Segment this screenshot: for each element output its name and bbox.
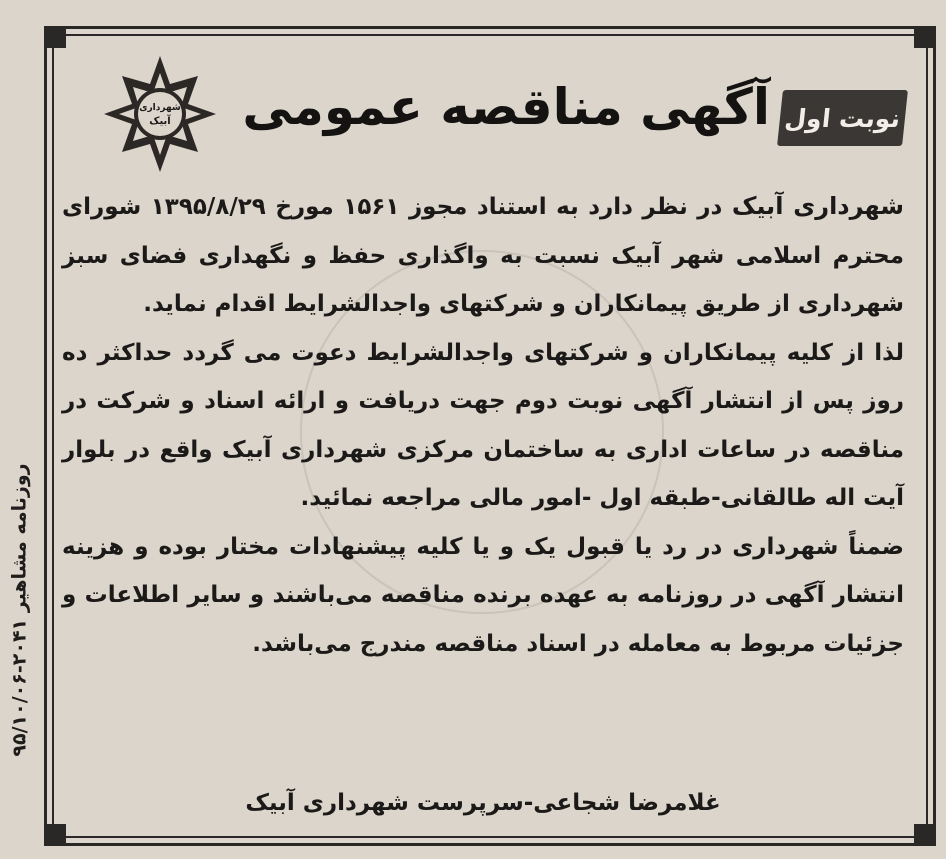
border-corner-bottom-left [44, 824, 66, 846]
paragraph-2-text: لذا از کلیه پیمانکاران و شرکتهای واجدالشرایط دعوت می گردد حداکثر ده روز پس از انتشار آگهی نوبت دوم جهت دریافت و ارائه اسناد و شرکت در مناقصه در ساعات اداری به ساختمان مرکزی شهرداری آبیک واقع در بلوار آیت اله طالقانی-طبقه اول -امور مالی مراجعه نمائید. [62, 339, 904, 511]
announcement-title: آگهی مناقصه عمومی [242, 78, 770, 136]
newspaper-date-text: روزنامه مشاهیر ۲۰۴۱-۹۵/۱۰/۰۶ [9, 463, 32, 757]
paragraph-1-text: در نظر دارد به استناد مجوز ۱۵۶۱ مورخ ۱۳۹۵/۸/۲۹ شورای محترم اسلامی شهر آبیک نسبت به واگذاری حفظ و نگهداری فضای سبز شهرداری از طریق پیمانکاران و شرکتهای واجدالشرایط اقدام نماید. [62, 194, 904, 317]
logo-line1: شهرداری [139, 103, 181, 113]
announcement-header [60, 40, 920, 180]
newspaper-date-strip [0, 430, 40, 790]
signature-line: غلامرضا شجاعی-سرپرست شهرداری آبیک [245, 790, 721, 816]
municipality-logo [100, 54, 220, 174]
paragraph-2 [62, 329, 904, 523]
paragraph-1 [62, 182, 904, 329]
border-corner-bottom-right [914, 824, 936, 846]
paragraph-1-lead: شهرداری آبیک [731, 192, 904, 220]
logo-line2: آبیک [149, 116, 171, 127]
paragraph-3 [62, 523, 904, 669]
announcement-body [62, 182, 904, 668]
edition-badge: نوبت اول [777, 90, 908, 146]
paragraph-3-text: ضمناً شهرداری در رد یا قبول یک و یا کلیه پیشنهادات مختار بوده و هزینه انتشار آگهی در روزنامه به عهده برنده مناقصه می‌باشند و سایر اطلاعات و جزئیات مربوط به معامله در اسناد مناقصه مندرج می‌باشد. [62, 533, 904, 657]
